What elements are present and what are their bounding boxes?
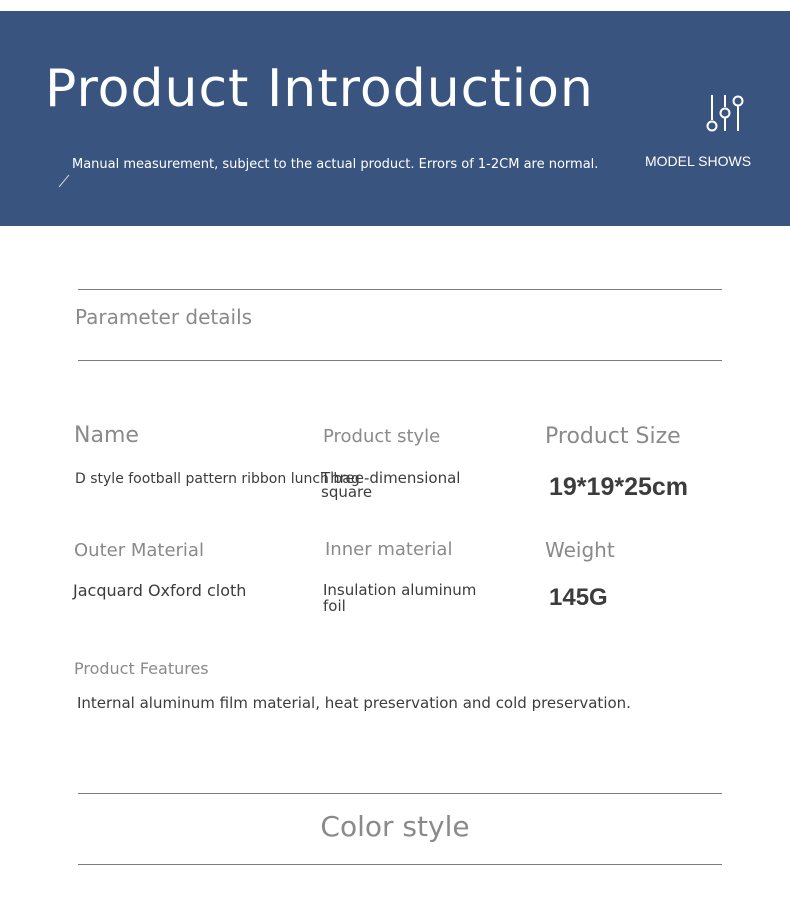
inner-material-value: Insulation aluminum foil (323, 581, 477, 615)
divider (78, 289, 722, 290)
size-value: 19*19*25cm (549, 473, 689, 501)
divider (78, 793, 722, 794)
weight-label: Weight (545, 538, 615, 562)
sliders-icon (704, 93, 746, 133)
outer-material-value: Jacquard Oxford cloth (73, 581, 247, 600)
weight-value: 145G (549, 584, 608, 611)
outer-material-label: Outer Material (74, 540, 204, 561)
divider (78, 360, 722, 361)
style-label: Product style (323, 426, 441, 447)
slash-icon (58, 174, 70, 188)
features-label: Product Features (74, 659, 209, 678)
measurement-note: Manual measurement, subject to the actual product. Errors of 1-2CM are normal. (72, 157, 599, 172)
divider (78, 864, 722, 865)
header-banner (0, 11, 790, 226)
name-value: D style football pattern ribbon lunch bag (75, 471, 360, 487)
parameter-details-heading: Parameter details (75, 305, 253, 329)
color-style-heading: Color style (320, 810, 470, 843)
style-value: Three-dimensional square (321, 469, 461, 501)
page-title: Product Introduction (45, 59, 594, 119)
inner-material-label: Inner material (325, 539, 453, 560)
model-shows-label: MODEL SHOWS (645, 153, 752, 169)
size-label: Product Size (545, 424, 681, 449)
features-value: Internal aluminum film material, heat preservation and cold preservation. (77, 694, 631, 712)
name-label: Name (74, 423, 139, 448)
